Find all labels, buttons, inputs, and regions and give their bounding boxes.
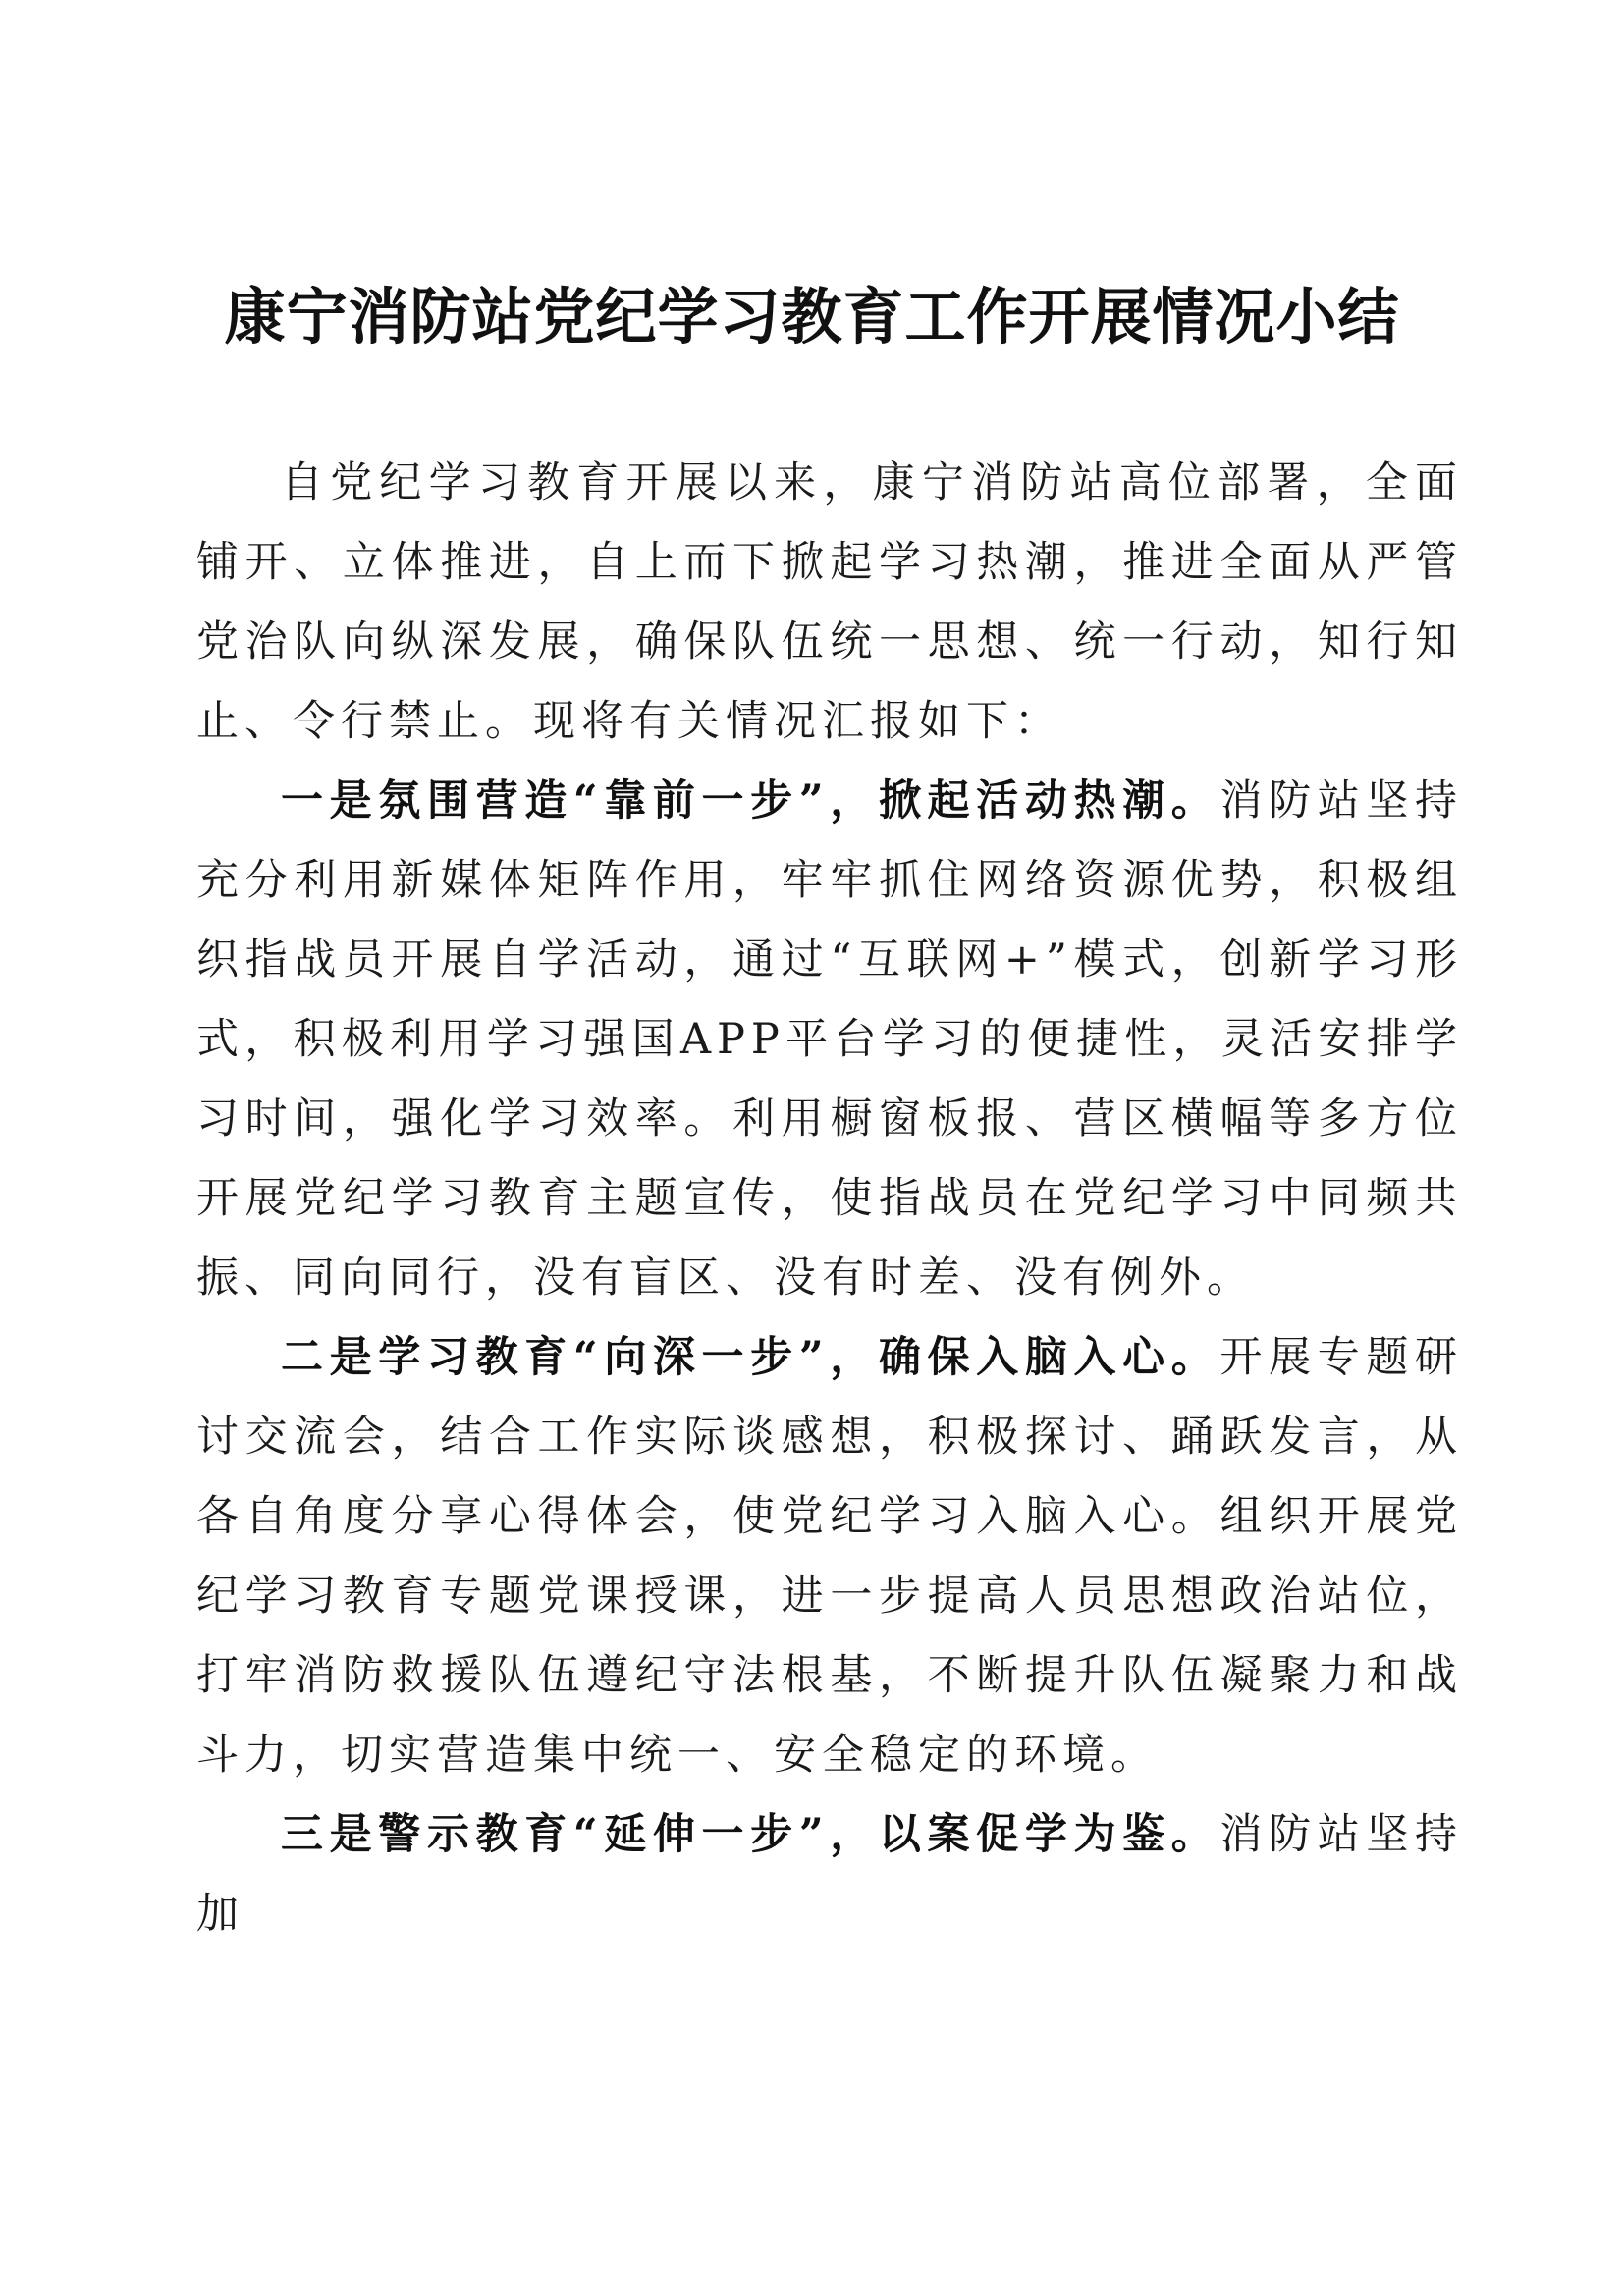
- document-title: 康宁消防站党纪学习教育工作开展情况小结: [224, 281, 1400, 352]
- section-paragraph-1: [196, 762, 1463, 1318]
- section-text-2: 开展专题研讨交流会，结合工作实际谈感想，积极探讨、踊跃发言，从各自角度分享心得体会，使党纪学习入脑入心。组织开展党纪学习教育专题党课授课，进一步提高人员思想政治站位，打牢消防救援队伍遵纪守法根基，不断提升队伍凝聚力和战斗力，切实营造集中统一、安全稳定的环境。: [196, 1333, 1464, 1780]
- section-text-1: 消防站坚持充分利用新媒体矩阵作用，牢牢抓住网络资源优势，积极组织指战员开展自学活动，通过“互联网+”模式，创新学习形式，积极利用学习强国APP平台学习的便捷性，灵活安排学习时间，强化学习效率。利用橱窗板报、营区横幅等多方位开展党纪学习教育主题宣传，使指战员在党纪学习中同频共振、同向同行，没有盲区、没有时差、没有例外。: [196, 776, 1464, 1303]
- section-lead-1: 一是氛围营造“靠前一步”，掀起活动热潮。: [281, 776, 1220, 826]
- document-body: [196, 444, 1463, 1954]
- section-text-3: 消防站坚持加: [196, 1810, 1464, 1939]
- section-paragraph-3: [196, 1795, 1463, 1954]
- intro-paragraph: 自党纪学习教育开展以来，康宁消防站高位部署，全面铺开、立体推进，自上而下掀起学习热潮，推进全面从严管党治队向纵深发展，确保队伍统一思想、统一行动，知行知止、令行禁止。现将有关情况汇报如下：: [196, 458, 1463, 746]
- section-lead-2: 二是学习教育“向深一步”，确保入脑入心。: [281, 1333, 1220, 1382]
- section-lead-3: 三是警示教育“延伸一步”，以案促学为鉴。: [281, 1810, 1220, 1859]
- section-paragraph-2: [196, 1318, 1463, 1795]
